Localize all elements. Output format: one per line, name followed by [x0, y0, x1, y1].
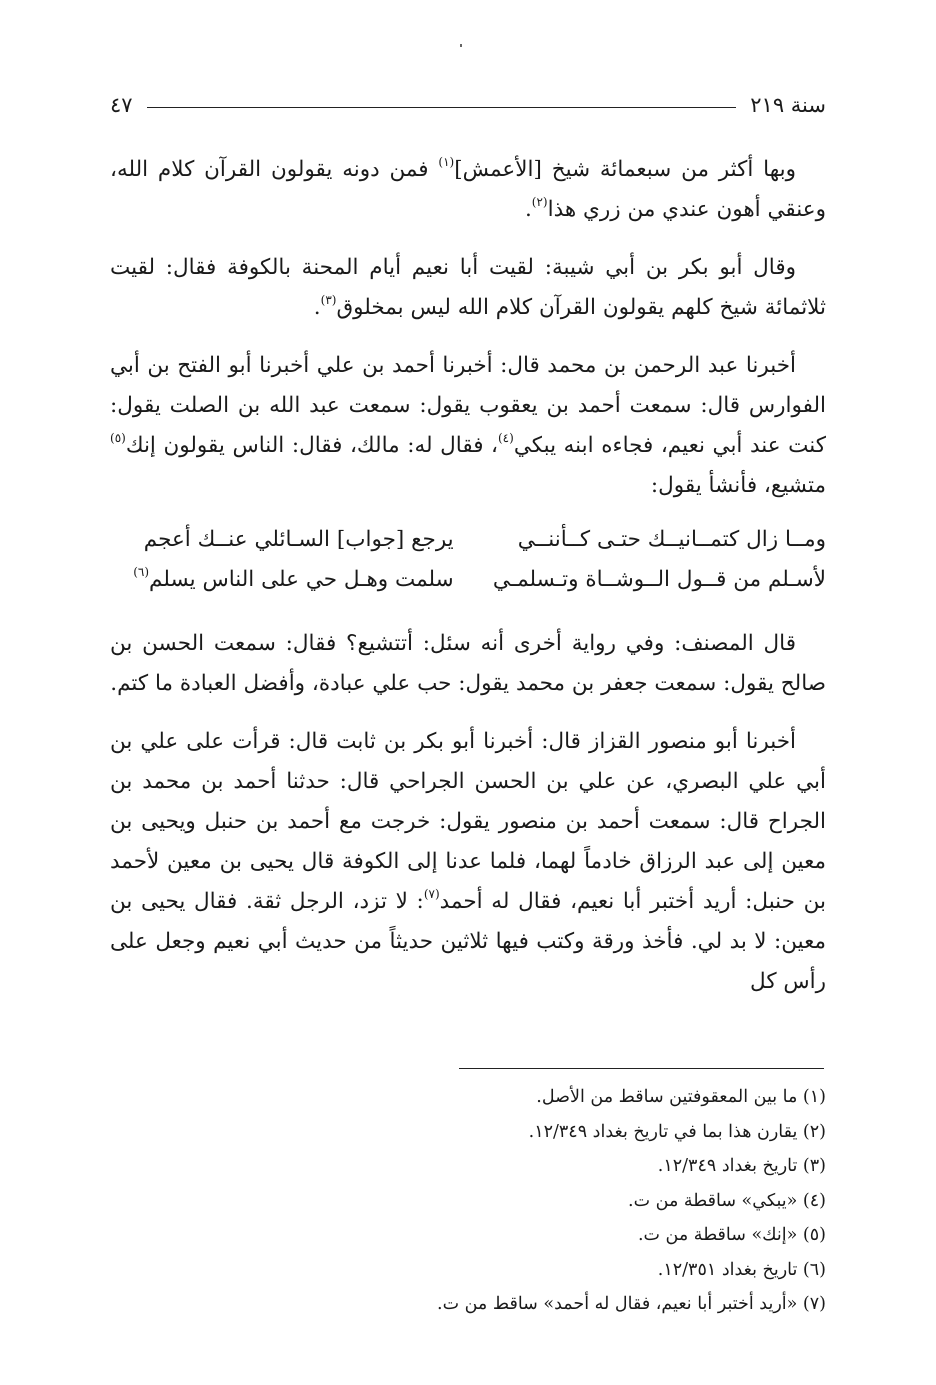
footnote-separator [459, 1068, 824, 1069]
text-run: قال المصنف: وفي رواية أخرى أنه سئل: أتتشيع؟ فقال: سمعت الحسن بن صالح يقول: سمعت جعفر بن محمد يقول: حب علي عبادة، وأفضل العبادة ما كتم. [110, 631, 826, 696]
text-run: أخبرنا عبد الرحمن بن محمد قال: أخبرنا أحمد بن علي أخبرنا أبو الفتح بن أبي الفوارس قال: سمعت أحمد بن يعقوب يقول: سمعت عبد الله بن الصلت يقول: كنت عند أبي نعيم، فجاءه ابنه يبكي [110, 353, 826, 458]
header-rule [147, 107, 737, 108]
footnote-1: (١) ما بين المعقوفتين ساقط من الأصل. [536, 1087, 826, 1107]
poem-verse-2 [110, 560, 826, 600]
running-header [110, 88, 826, 122]
footnote-ref-7: (٧) [423, 887, 440, 901]
scan-mark [460, 44, 462, 47]
text-run: أخبرنا أبو منصور القزاز قال: أخبرنا أبو بكر بن ثابت قال: قرأت على علي بن أبي علي البصري، عن علي بن الحسن الجراحي قال: حدثنا أحمد بن محمد بن الجراح قال: سمعت أحمد بن منصور يقول: خرجت مع أحمد بن حنبل ويحيى بن معين إلى عبد الرزاق خادماً لهما، فلما عدنا إلى الكوفة قال يحيى بن معين لأحمد بن حنبل: أريد أختبر أبا نعيم، فقال له أحمد [110, 729, 826, 914]
footnote-ref-4: (٤) [497, 431, 514, 445]
text-run: ، فقال له: مالك، فقال: الناس يقولون إنك [125, 433, 498, 458]
verse-text: سلمت وهـل حي على الناس يسلم [149, 567, 454, 592]
text-run: فمن دونه يقولون القرآن كلام الله، وعنقي أهون عندي من زري هذا [110, 157, 826, 222]
main-text [110, 150, 826, 1020]
footnote-2: (٢) يقارن هذا بما في تاريخ بغداد ١٢/٣٤٩. [528, 1121, 826, 1142]
page-number: ٤٧ [110, 93, 133, 117]
verse-text: يرجع [جواب] السـائلي عنــك أعجم [143, 527, 454, 552]
paragraph-2 [110, 248, 826, 328]
verse-2-second-hemistich [110, 560, 454, 600]
text-run: : لا تزد، الرجل ثقة. فقال يحيى بن معين: لا بد لي. فأخذ ورقة وكتب فيها ثلاثين حديثاً من حديث أبي نعيم وجعل على رأس كل [110, 889, 826, 994]
footnote-7: (٧) «أريد أختبر أبا نعيم، فقال له أحمد» ساقط من ت. [437, 1294, 826, 1314]
paragraph-4 [110, 624, 826, 704]
poem-verse-1 [110, 520, 826, 560]
footnotes [110, 1080, 826, 1322]
footnote-ref-3: (٣) [320, 293, 337, 307]
paragraph-1 [110, 150, 826, 230]
footnote-6: (٦) تاريخ بغداد ١٢/٣٥١. [657, 1259, 826, 1280]
verse-1-second-hemistich [110, 520, 454, 560]
text-run: متشيع، فأنشأ يقول: [650, 473, 826, 498]
text-run: وقال أبو بكر بن أبي شيبة: لقيت أبا نعيم أيام المحنة بالكوفة فقال: لقيت ثلاثمائة شيخ كلهم يقولون القرآن كلام الله ليس بمخلوق [110, 255, 826, 320]
text-run: . [524, 197, 532, 222]
verse-1-first-hemistich: ومــا زال كتمــانيــك حتـى كــأننــي [517, 527, 826, 552]
paragraph-5 [110, 722, 826, 1002]
footnote-ref-5: (٥) [110, 431, 126, 445]
footnote-ref-1: (١) [438, 155, 455, 169]
paragraph-3 [110, 346, 826, 506]
verse-2-first-hemistich: لأسـلم من قــول الــوشــاة وتـسلمـي [492, 567, 826, 592]
footnote-ref-6: (٦) [133, 565, 150, 579]
footnote-ref-2: (٢) [531, 195, 548, 209]
text-run: . [313, 295, 321, 320]
header-year: سنة ٢١٩ [750, 93, 826, 117]
footnote-3: (٣) تاريخ بغداد ١٢/٣٤٩. [657, 1156, 826, 1176]
text-run: وبها أكثر من سبعمائة شيخ [الأعمش] [454, 157, 796, 182]
footnote-5: (٥) «إنك» ساقطة من ت. [637, 1225, 826, 1245]
footnote-4: (٤) «يبكي» ساقطة من ت. [628, 1190, 826, 1211]
poem [110, 520, 826, 600]
